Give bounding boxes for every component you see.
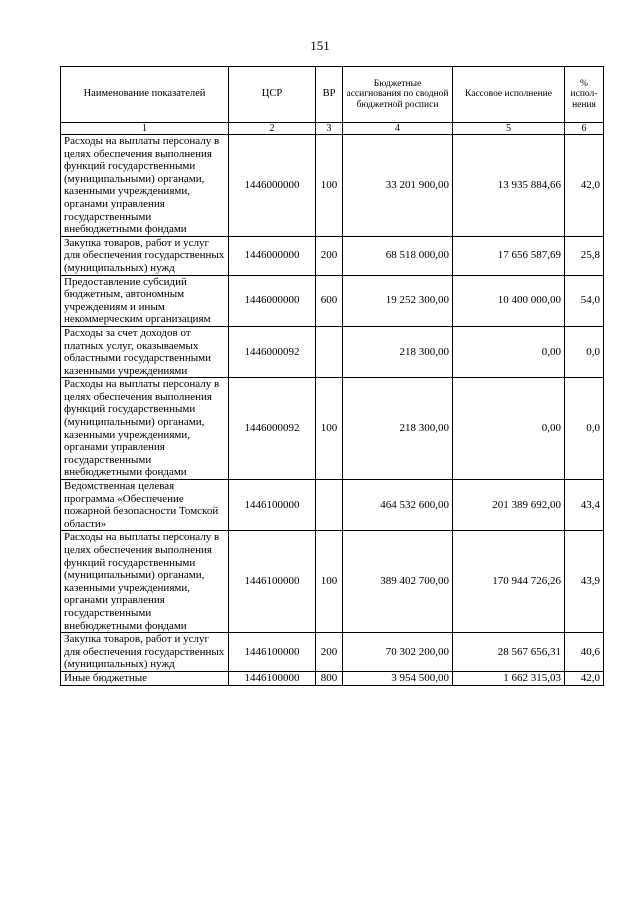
table-row <box>61 633 604 672</box>
table-row <box>61 275 604 326</box>
row-vr-cell: 100 <box>316 378 343 480</box>
row-name-cell: Иные бюджетные <box>61 671 229 685</box>
row-pct-cell: 40,6 <box>565 633 604 672</box>
row-budget-cell: 68 518 000,00 <box>343 236 453 275</box>
row-budget-cell: 464 532 600,00 <box>343 480 453 531</box>
row-budget-cell: 389 402 700,00 <box>343 531 453 633</box>
row-cash-cell: 10 400 000,00 <box>453 275 565 326</box>
column-number: 2 <box>229 123 316 135</box>
table-row <box>61 531 604 633</box>
row-csr-cell: 1446100000 <box>229 671 316 685</box>
row-cash-cell: 17 656 587,69 <box>453 236 565 275</box>
table-row <box>61 378 604 480</box>
column-number-row <box>61 123 604 135</box>
row-vr-cell: 100 <box>316 531 343 633</box>
row-cash-cell: 0,00 <box>453 326 565 377</box>
row-vr-cell: 600 <box>316 275 343 326</box>
row-vr-cell: 200 <box>316 633 343 672</box>
column-number: 3 <box>316 123 343 135</box>
header-cash: Кассовое исполнение <box>453 67 565 123</box>
page-number: 151 <box>310 38 330 53</box>
row-csr-cell: 1446000000 <box>229 275 316 326</box>
row-vr-cell <box>316 326 343 377</box>
column-number: 1 <box>61 123 229 135</box>
table-row <box>61 480 604 531</box>
column-number: 5 <box>453 123 565 135</box>
row-vr-cell: 100 <box>316 135 343 237</box>
row-budget-cell: 218 300,00 <box>343 326 453 377</box>
row-name-cell: Расходы на выплаты персоналу в целях обеспечения выполнения функций государственными (муниципальными) органами, казенными учреждениями, органами управления государственными внебюджетными фондами <box>61 135 229 237</box>
row-csr-cell: 1446100000 <box>229 531 316 633</box>
row-csr-cell: 1446000092 <box>229 326 316 377</box>
row-budget-cell: 19 252 300,00 <box>343 275 453 326</box>
row-pct-cell: 0,0 <box>565 326 604 377</box>
row-pct-cell: 43,4 <box>565 480 604 531</box>
table-row <box>61 135 604 237</box>
column-number: 6 <box>565 123 604 135</box>
header-vr: ВР <box>316 67 343 123</box>
row-csr-cell: 1446100000 <box>229 480 316 531</box>
row-cash-cell: 13 935 884,66 <box>453 135 565 237</box>
table-row <box>61 326 604 377</box>
row-cash-cell: 170 944 726,26 <box>453 531 565 633</box>
row-csr-cell: 1446000000 <box>229 236 316 275</box>
row-pct-cell: 25,8 <box>565 236 604 275</box>
budget-execution-table <box>60 66 604 686</box>
row-pct-cell: 0,0 <box>565 378 604 480</box>
row-cash-cell: 0,00 <box>453 378 565 480</box>
row-name-cell: Закупка товаров, работ и услуг для обеспечения государственных (муниципальных) нужд <box>61 236 229 275</box>
row-vr-cell: 200 <box>316 236 343 275</box>
row-budget-cell: 3 954 500,00 <box>343 671 453 685</box>
table-row <box>61 236 604 275</box>
header-row <box>61 67 604 123</box>
row-name-cell: Ведомственная целевая программа «Обеспечение пожарной безопасности Томской области» <box>61 480 229 531</box>
header-pct: % испол-нения <box>565 67 604 123</box>
column-number: 4 <box>343 123 453 135</box>
row-name-cell: Расходы на выплаты персоналу в целях обеспечения выполнения функций государственными (муниципальными) органами, казенными учреждениями, органами управления государственными внебюджетными фондами <box>61 531 229 633</box>
header-csr: ЦСР <box>229 67 316 123</box>
row-pct-cell: 42,0 <box>565 135 604 237</box>
row-csr-cell: 1446100000 <box>229 633 316 672</box>
row-budget-cell: 218 300,00 <box>343 378 453 480</box>
row-cash-cell: 1 662 315,03 <box>453 671 565 685</box>
row-vr-cell: 800 <box>316 671 343 685</box>
header-budget: Бюджетные ассигнования по сводной бюджетной росписи <box>343 67 453 123</box>
header-name: Наименование показателей <box>61 67 229 123</box>
table-row <box>61 671 604 685</box>
row-cash-cell: 28 567 656,31 <box>453 633 565 672</box>
row-vr-cell <box>316 480 343 531</box>
row-budget-cell: 33 201 900,00 <box>343 135 453 237</box>
row-name-cell: Расходы на выплаты персоналу в целях обеспечения выполнения функций государственными (муниципальными) органами, казенными учреждениями, органами управления государственными внебюджетными фондами <box>61 378 229 480</box>
row-name-cell: Закупка товаров, работ и услуг для обеспечения государственных (муниципальных) нужд <box>61 633 229 672</box>
row-csr-cell: 1446000000 <box>229 135 316 237</box>
row-budget-cell: 70 302 200,00 <box>343 633 453 672</box>
row-name-cell: Предоставление субсидий бюджетным, автономным учреждениям и иным некоммерческим организациям <box>61 275 229 326</box>
row-cash-cell: 201 389 692,00 <box>453 480 565 531</box>
row-pct-cell: 54,0 <box>565 275 604 326</box>
row-pct-cell: 42,0 <box>565 671 604 685</box>
row-pct-cell: 43,9 <box>565 531 604 633</box>
row-csr-cell: 1446000092 <box>229 378 316 480</box>
row-name-cell: Расходы за счет доходов от платных услуг, оказываемых областными государственными казенными учреждениями <box>61 326 229 377</box>
